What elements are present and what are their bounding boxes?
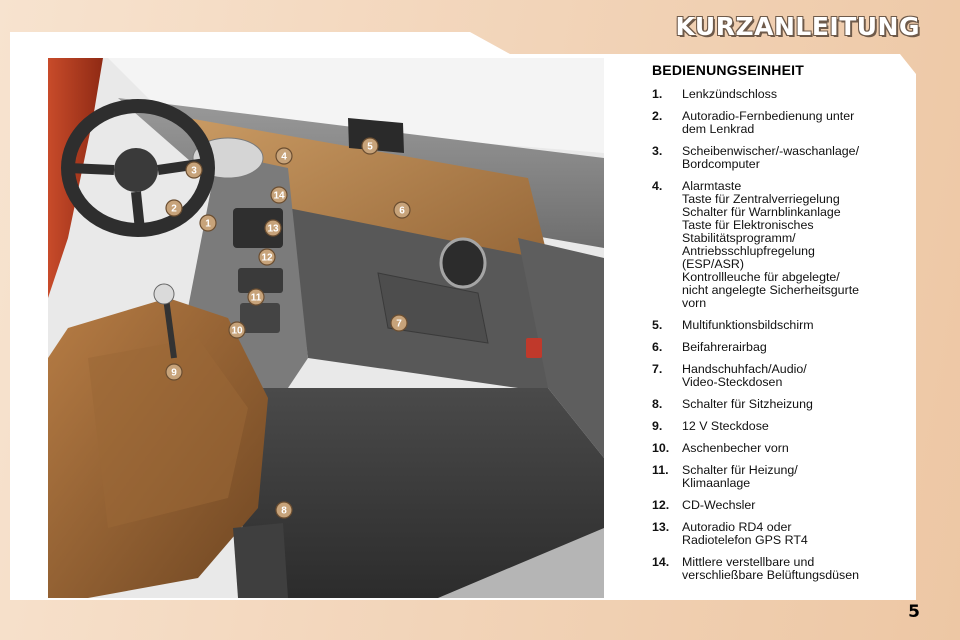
- callout-2: [166, 200, 182, 216]
- legend-number: 1.: [652, 87, 663, 101]
- legend: [650, 62, 912, 591]
- legend-text: Aschenbecher vorn: [682, 441, 789, 455]
- legend-item: [650, 88, 912, 101]
- callout-8: [276, 502, 292, 518]
- legend-item: [650, 398, 912, 411]
- legend-text: Alarmtaste Taste für Zentralverriegelung Schalter für Warnblinkanlage Taste für Elektronisches Stabilitätsprogramm/ Antriebsschlupfregelung (ESP/ASR) Kontrollleuche für abgelegte/ nicht angelegte Sicherheitsgurte vorn: [682, 179, 860, 310]
- callout-13: [265, 220, 281, 236]
- legend-item: [650, 521, 912, 547]
- svg-text:4: 4: [281, 151, 287, 163]
- legend-text: Handschuhfach/Audio/ Video-Steckdosen: [682, 362, 807, 389]
- legend-number: 13.: [652, 520, 670, 534]
- legend-item: [650, 110, 912, 136]
- legend-item: [650, 363, 912, 389]
- legend-number: 8.: [652, 397, 663, 411]
- svg-text:11: 11: [250, 292, 262, 304]
- legend-number: 5.: [652, 318, 663, 332]
- svg-text:9: 9: [171, 367, 177, 379]
- svg-text:2: 2: [171, 203, 177, 215]
- legend-number: 14.: [652, 555, 670, 569]
- legend-number: 10.: [652, 441, 670, 455]
- callout-5: [362, 138, 378, 154]
- legend-number: 2.: [652, 109, 663, 123]
- legend-text: Multifunktionsbildschirm: [682, 318, 814, 332]
- legend-number: 4.: [652, 179, 663, 193]
- callout-3: [186, 162, 202, 178]
- callout-9: [166, 364, 182, 380]
- legend-number: 7.: [652, 362, 663, 376]
- legend-text: Schalter für Heizung/ Klimaanlage: [682, 463, 798, 490]
- legend-item: [650, 145, 912, 171]
- callout-7: [391, 315, 407, 331]
- callout-6: [394, 202, 410, 218]
- callout-11: [248, 289, 264, 305]
- callout-12: [259, 249, 275, 265]
- svg-text:12: 12: [261, 252, 273, 264]
- svg-text:14: 14: [273, 190, 285, 202]
- legend-heading: BEDIENUNGSEINHEIT: [652, 62, 804, 78]
- legend-number: 11.: [652, 463, 669, 477]
- svg-text:3: 3: [191, 165, 197, 177]
- legend-item: [650, 180, 912, 310]
- legend-item: [650, 420, 912, 433]
- legend-item: [650, 442, 912, 455]
- dashboard-illustration: [48, 58, 604, 598]
- svg-text:1: 1: [205, 218, 211, 230]
- legend-item: [650, 341, 912, 354]
- legend-number: 9.: [652, 419, 663, 433]
- callout-1: [200, 215, 216, 231]
- legend-text: Schalter für Sitzheizung: [682, 397, 813, 411]
- svg-text:8: 8: [281, 505, 287, 517]
- svg-text:5: 5: [367, 141, 373, 153]
- legend-text: Autoradio RD4 oder Radiotelefon GPS RT4: [682, 520, 808, 547]
- svg-text:10: 10: [231, 325, 243, 337]
- legend-number: 3.: [652, 144, 663, 158]
- legend-item: [650, 556, 912, 582]
- legend-number: 6.: [652, 340, 663, 354]
- svg-text:13: 13: [267, 223, 279, 235]
- callout-10: [229, 322, 245, 338]
- callout-4: [276, 148, 292, 164]
- legend-text: Beifahrerairbag: [682, 340, 767, 354]
- svg-text:6: 6: [399, 205, 405, 217]
- legend-item: [650, 319, 912, 332]
- legend-text: Lenkzündschloss: [682, 87, 778, 101]
- legend-item: [650, 464, 912, 490]
- page-title: KURZANLEITUNG: [675, 12, 920, 41]
- legend-number: 12.: [652, 498, 670, 512]
- legend-text: 12 V Steckdose: [682, 419, 769, 433]
- page-number: 5: [908, 602, 920, 622]
- legend-item: [650, 499, 912, 512]
- callout-14: [271, 187, 287, 203]
- legend-text: CD-Wechsler: [682, 498, 756, 512]
- legend-text: Scheibenwischer/-waschanlage/ Bordcomputer: [682, 144, 860, 171]
- svg-text:7: 7: [396, 318, 402, 330]
- legend-text: Autoradio-Fernbedienung unter dem Lenkrad: [682, 109, 855, 136]
- legend-text: Mittlere verstellbare und verschließbare Belüftungsdüsen: [682, 555, 860, 582]
